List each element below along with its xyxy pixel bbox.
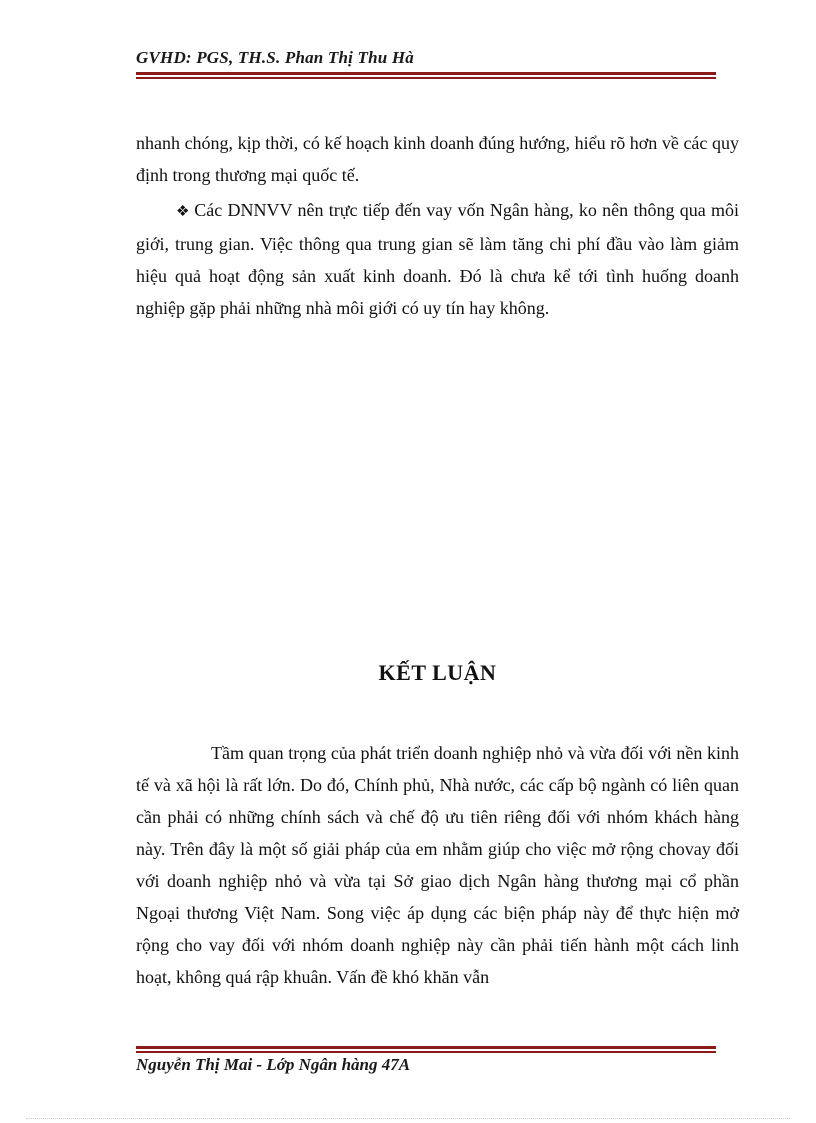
body-paragraph-2	[136, 194, 739, 324]
page-bottom-border	[26, 1118, 790, 1119]
body-paragraph-1: nhanh chóng, kịp thời, có kế hoạch kinh doanh đúng hướng, hiểu rõ hơn về các quy định trong thương mại quốc tế.	[136, 133, 739, 185]
diamond-bullet-icon: ❖	[176, 204, 191, 220]
footer-author-text: Nguyễn Thị Mai - Lớp Ngân hàng 47A	[136, 1055, 411, 1074]
body-paragraph-2-text: Các DNNVV nên trực tiếp đến vay vốn Ngân hàng, ko nên thông qua môi giới, trung gian. Việc thông qua trung gian sẽ làm tăng chi phí đầu vào làm giảm hiệu quả hoạt động sản xuất kinh doanh. Đó là chưa kể tới tình huống doanh nghiệp gặp phải những nhà môi giới có uy tín hay không.	[136, 200, 739, 318]
header-rule	[136, 72, 716, 79]
footer-rule-thin	[136, 1051, 716, 1053]
footer-rule-thick	[136, 1046, 716, 1049]
conclusion-paragraph: Tầm quan trọng của phát triển doanh nghiệp nhỏ và vừa đối với nền kinh tế và xã hội là rất lớn. Do đó, Chính phủ, Nhà nước, các cấp bộ ngành có liên quan cần phải có những chính sách và chế độ ưu tiên riêng đối với nhóm khách hàng này. Trên đây là một số giải pháp của em nhằm giúp cho việc mở rộng chovay đối với doanh nghiệp nhỏ và vừa tại Sở giao dịch Ngân hàng thương mại cổ phần Ngoại thương Việt Nam. Song việc áp dụng các biện pháp này để thực hiện mở rộng cho vay đối với nhóm doanh nghiệp này cần phải tiến hành một cách linh hoạt, không quá rập khuân. Vấn đề khó khăn vẫn	[136, 743, 739, 987]
header-rule-thin	[136, 77, 716, 79]
footer-rule	[136, 1046, 716, 1053]
conclusion-heading: KẾT LUẬN	[378, 660, 497, 685]
header-rule-thick	[136, 72, 716, 75]
header-advisor-text: GVHD: PGS, TH.S. Phan Thị Thu Hà	[136, 48, 414, 67]
